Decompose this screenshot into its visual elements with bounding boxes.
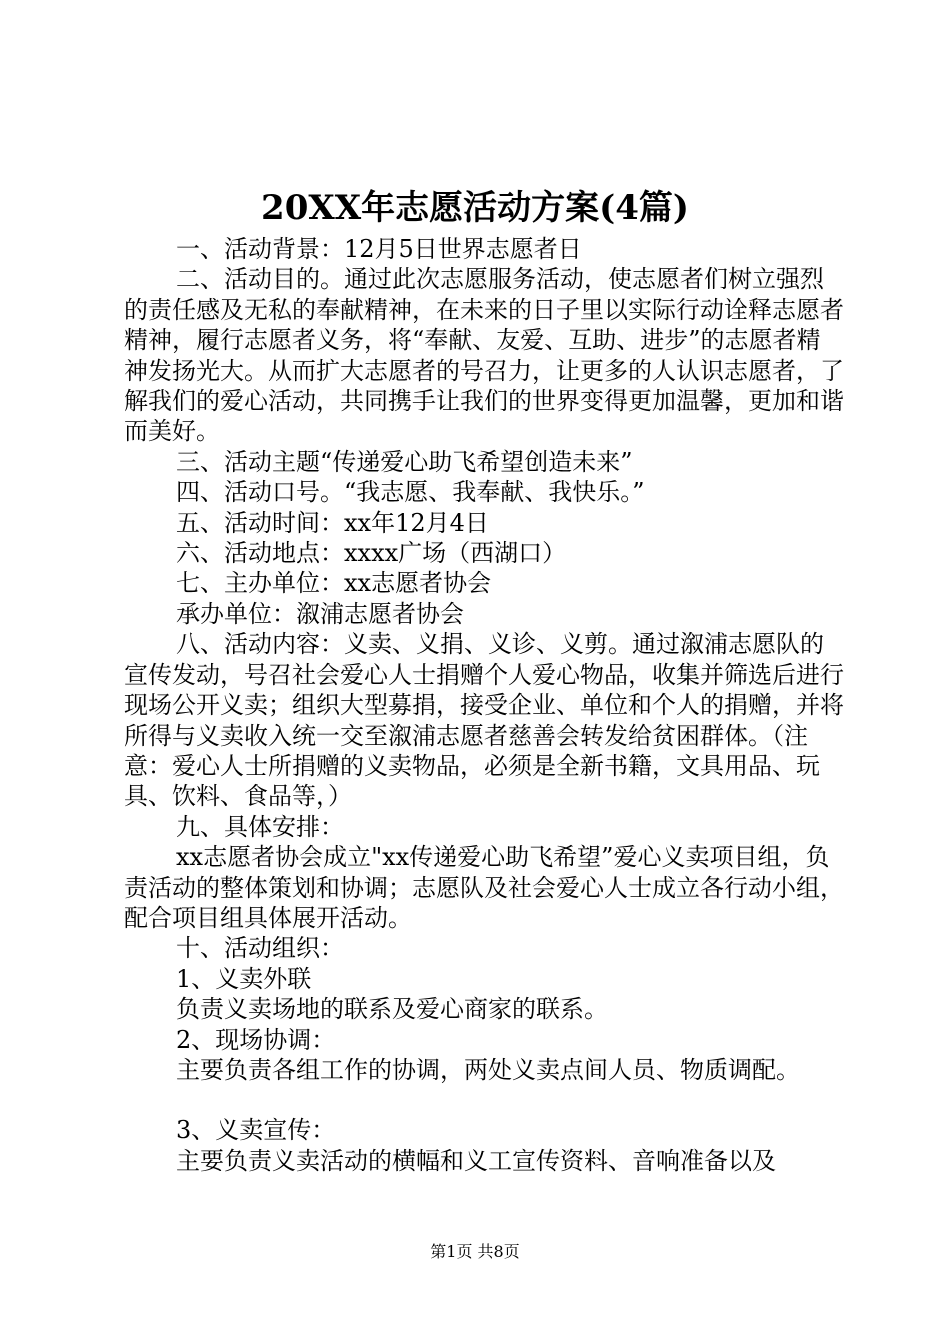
paragraph-spacer [124,1085,844,1115]
paragraph-item-1-heading: 1、义卖外联 [176,964,312,993]
paragraph-background: 一、活动背景：12月5日世界志愿者日 [176,235,582,263]
paragraph-item-2: 主要负责各组工作的协调，两处义卖点间人员、物质调配。 [176,1055,800,1084]
paragraph-item-2-heading: 2、现场协调： [176,1025,336,1054]
paragraph-purpose: 二、活动目的。通过此次志愿服务活动，使志愿者们树立强烈的责任感及无私的奉献精神，在未来的日子里以实际行动诠释志愿者精神，履行志愿者义务，将“奉献、友爱、互助、进步”的志愿者精神发扬光大。从而扩大志愿者的号召力，让更多的人认识志愿者，了解我们的爱心活动，共同携手让我们的世界变得更加温馨，更加和谐而美好。 [124,265,844,446]
paragraph-organization-heading: 十、活动组织： [176,934,344,963]
paragraph-time: 五、活动时间：xx年12月4日 [176,508,489,537]
paragraph-arrangement: xx志愿者协会成立"xx传递爱心助飞希望”爱心义卖项目组，负责活动的整体策划和协调；志愿队及社会爱心人士成立各行动小组，配合项目组具体展开活动。 [124,843,844,932]
paragraph-arrangement-heading: 九、具体安排： [176,812,344,841]
paragraph-item-3-heading: 3、义卖宣传： [176,1116,336,1145]
paragraph-item-1: 负责义卖场地的联系及爱心商家的联系。 [176,995,608,1024]
paragraph-content: 八、活动内容：义卖、义捐、义诊、义剪。通过溆浦志愿队的宣传发动，号召社会爱心人士捐赠个人爱心物品，收集并筛选后进行现场公开义卖；组织大型募捐，接受企业、单位和个人的捐赠，并将所得与义卖收入统一交至溆浦志愿者慈善会转发给贫困群体。（注意：爱心人士所捐赠的义卖物品，必须是全新书籍，文具用品、玩具、饮料、食品等，） [124,630,844,811]
document-title: 20XX年志愿活动方案(4篇) [261,188,689,228]
paragraph-co-organizer: 承办单位：溆浦志愿者协会 [176,599,464,628]
paragraph-item-3: 主要负责义卖活动的横幅和义工宣传资料、音响准备以及 [176,1146,776,1175]
document-body [124,234,844,1176]
page-footer: 第1页 共8页 [430,1242,520,1261]
paragraph-theme: 三、活动主题“传递爱心助飞希望创造未来” [176,447,633,476]
paragraph-location: 六、活动地点：xxxx广场（西湖口） [176,539,567,568]
paragraph-slogan: 四、活动口号。“我志愿、我奉献、我快乐。” [176,478,645,507]
paragraph-organizer: 七、主办单位：xx志愿者协会 [176,569,492,598]
